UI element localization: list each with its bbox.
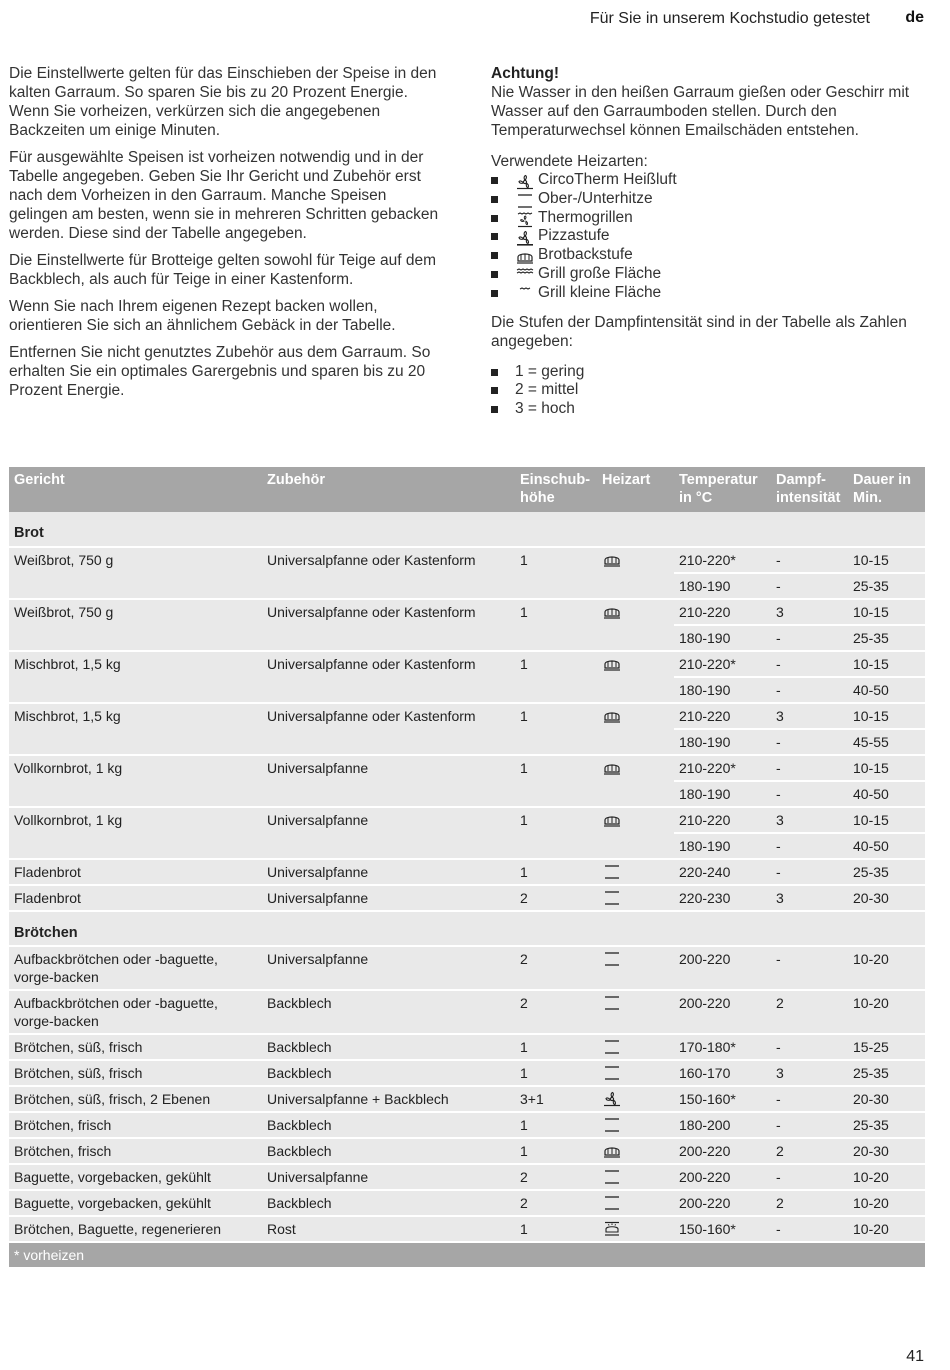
bread-baking-icon bbox=[602, 760, 622, 776]
paragraph-cold-oven: Die Einstellwerte gelten für das Einschieben der Speise in den kalten Garraum. So sparen Sie bis zu 20 Prozent Energie. Wenn Sie vorheizen, verkürzen sich die angegebenen Backzeiten um einige Minuten. bbox=[9, 65, 437, 139]
cell-dish: Mischbrot, 1,5 kg bbox=[9, 651, 262, 703]
bread-baking-icon bbox=[602, 1143, 622, 1159]
col-header-duration: Dauer in Min. bbox=[848, 467, 925, 512]
col-header-steam: Dampf- intensität bbox=[771, 467, 848, 512]
paragraph-own-recipe: Wenn Sie nach Ihrem eigenen Rezept backen wollen, orientieren Sie sich an ähnlichem Gebäck in der Tabelle. bbox=[9, 298, 396, 334]
top-bottom-heat-icon bbox=[602, 951, 622, 967]
bullet-square bbox=[491, 177, 498, 184]
cell-steam: 3 bbox=[771, 807, 848, 833]
cell-temp: 220-230 bbox=[674, 885, 771, 911]
paragraph-bread-dough: Die Einstellwerte für Brotteige gelten sowohl für Teige auf dem Backblech, als auch für Teige in einer Kastenform. bbox=[9, 252, 437, 288]
thermogrill-icon bbox=[515, 212, 535, 228]
steam-level-item bbox=[491, 363, 931, 382]
cell-level: 1 bbox=[515, 1112, 597, 1138]
cell-accessory: Universalpfanne bbox=[262, 946, 515, 990]
top-bottom-heat-icon bbox=[602, 864, 622, 880]
cell-duration: 45-55 bbox=[848, 729, 925, 755]
cell-duration: 25-35 bbox=[848, 1112, 925, 1138]
heat-types-list bbox=[491, 171, 931, 303]
table-header-row bbox=[9, 467, 925, 512]
heat-type-item bbox=[491, 209, 931, 228]
cell-temp: 210-220* bbox=[674, 755, 771, 781]
top-bottom-heat-icon bbox=[602, 1117, 622, 1133]
top-bottom-heat-icon bbox=[602, 1065, 622, 1081]
cell-level: 1 bbox=[515, 807, 597, 859]
cell-steam: - bbox=[771, 1216, 848, 1242]
cell-temp: 170-180* bbox=[674, 1034, 771, 1060]
cell-temp: 220-240 bbox=[674, 859, 771, 885]
cell-level: 3+1 bbox=[515, 1086, 597, 1112]
cell-duration: 10-20 bbox=[848, 990, 925, 1034]
cell-steam: - bbox=[771, 573, 848, 599]
cell-heat bbox=[597, 1034, 674, 1060]
regenerate-icon bbox=[602, 1221, 622, 1237]
cell-level: 2 bbox=[515, 1164, 597, 1190]
cell-level: 1 bbox=[515, 651, 597, 703]
paragraph-remove-accessories: Entfernen Sie nicht genutztes Zubehör aus dem Garraum. So erhalten Sie ein optimales Garergebnis und sparen bis zu 20 Prozent Energie. bbox=[9, 344, 431, 399]
cell-heat bbox=[597, 703, 674, 755]
cell-dish: Baguette, vorgebacken, gekühlt bbox=[9, 1190, 262, 1216]
cell-accessory: Backblech bbox=[262, 990, 515, 1034]
cell-heat bbox=[597, 885, 674, 911]
table-row bbox=[9, 651, 925, 677]
cell-duration: 10-15 bbox=[848, 599, 925, 625]
cell-steam: - bbox=[771, 677, 848, 703]
cell-heat bbox=[597, 1190, 674, 1216]
heat-type-label: Grill kleine Fläche bbox=[538, 283, 662, 301]
col-header-heat: Heizart bbox=[597, 467, 674, 512]
cell-steam: 2 bbox=[771, 990, 848, 1034]
cell-dish: Baguette, vorgebacken, gekühlt bbox=[9, 1164, 262, 1190]
cell-steam: - bbox=[771, 755, 848, 781]
cell-steam: - bbox=[771, 1086, 848, 1112]
cell-accessory: Universalpfanne bbox=[262, 885, 515, 911]
bullet-square bbox=[491, 369, 498, 376]
cell-temp: 180-200 bbox=[674, 1112, 771, 1138]
cell-temp: 180-190 bbox=[674, 729, 771, 755]
cell-accessory: Universalpfanne bbox=[262, 807, 515, 859]
cell-duration: 15-25 bbox=[848, 1034, 925, 1060]
col-header-accessory: Zubehör bbox=[262, 467, 515, 512]
cell-dish: Weißbrot, 750 g bbox=[9, 547, 262, 599]
cell-duration: 20-30 bbox=[848, 885, 925, 911]
cell-dish: Brötchen, süß, frisch bbox=[9, 1034, 262, 1060]
cell-steam: - bbox=[771, 1164, 848, 1190]
cell-temp: 210-220 bbox=[674, 599, 771, 625]
cell-steam: - bbox=[771, 946, 848, 990]
heat-type-label: Brotbackstufe bbox=[538, 246, 633, 264]
cell-dish: Brötchen, süß, frisch bbox=[9, 1060, 262, 1086]
table-row bbox=[9, 885, 925, 911]
cell-accessory: Universalpfanne + Backblech bbox=[262, 1086, 515, 1112]
cell-duration: 10-20 bbox=[848, 1216, 925, 1242]
heat-type-item bbox=[491, 284, 931, 303]
cell-dish: Mischbrot, 1,5 kg bbox=[9, 703, 262, 755]
cell-duration: 25-35 bbox=[848, 573, 925, 599]
cell-accessory: Backblech bbox=[262, 1112, 515, 1138]
cell-heat bbox=[597, 651, 674, 703]
cell-temp: 150-160* bbox=[674, 1216, 771, 1242]
top-bottom-heat-icon bbox=[602, 995, 622, 1011]
table-row bbox=[9, 1138, 925, 1164]
cell-steam: 3 bbox=[771, 703, 848, 729]
cell-steam: - bbox=[771, 1112, 848, 1138]
bread-baking-icon bbox=[602, 604, 622, 620]
table-row bbox=[9, 990, 925, 1034]
cell-duration: 10-15 bbox=[848, 807, 925, 833]
baking-table bbox=[9, 467, 925, 1269]
cell-dish: Brötchen, süß, frisch, 2 Ebenen bbox=[9, 1086, 262, 1112]
cell-duration: 10-20 bbox=[848, 1190, 925, 1216]
bullet-square bbox=[491, 387, 498, 394]
heat-type-item bbox=[491, 171, 931, 190]
top-bottom-heat-icon bbox=[602, 890, 622, 906]
warning-heading: Achtung! bbox=[491, 65, 560, 82]
bullet-square bbox=[491, 290, 498, 297]
cell-duration: 10-15 bbox=[848, 755, 925, 781]
cell-steam: 3 bbox=[771, 599, 848, 625]
top-bottom-heat-icon bbox=[602, 1195, 622, 1211]
intro-column bbox=[9, 64, 449, 408]
cell-heat bbox=[597, 1138, 674, 1164]
bread-baking-icon bbox=[602, 812, 622, 828]
table-row bbox=[9, 703, 925, 729]
footnote-row bbox=[9, 1242, 925, 1268]
cell-heat bbox=[597, 1164, 674, 1190]
steam-level-item bbox=[491, 381, 931, 400]
cell-accessory: Backblech bbox=[262, 1138, 515, 1164]
cell-steam: 3 bbox=[771, 885, 848, 911]
cell-accessory: Rost bbox=[262, 1216, 515, 1242]
steam-level-item bbox=[491, 400, 931, 419]
cell-steam: - bbox=[771, 729, 848, 755]
cell-heat bbox=[597, 547, 674, 599]
section-row bbox=[9, 512, 925, 547]
cell-dish: Brötchen, frisch bbox=[9, 1138, 262, 1164]
cell-heat bbox=[597, 990, 674, 1034]
cell-heat bbox=[597, 859, 674, 885]
cell-heat bbox=[597, 599, 674, 651]
cell-dish: Fladenbrot bbox=[9, 859, 262, 885]
cell-duration: 10-15 bbox=[848, 703, 925, 729]
table-row bbox=[9, 1164, 925, 1190]
heat-type-item bbox=[491, 227, 931, 246]
cell-temp: 210-220* bbox=[674, 547, 771, 573]
bullet-square bbox=[491, 271, 498, 278]
cell-steam: - bbox=[771, 651, 848, 677]
grill-small-icon bbox=[515, 287, 535, 303]
cell-level: 1 bbox=[515, 1034, 597, 1060]
footnote: * vorheizen bbox=[9, 1242, 925, 1268]
table-row bbox=[9, 1034, 925, 1060]
cell-accessory: Backblech bbox=[262, 1190, 515, 1216]
cell-duration: 10-15 bbox=[848, 547, 925, 573]
cell-dish: Weißbrot, 750 g bbox=[9, 599, 262, 651]
heat-type-label: Thermogrillen bbox=[538, 208, 633, 226]
cell-temp: 210-220 bbox=[674, 807, 771, 833]
cell-accessory: Universalpfanne bbox=[262, 1164, 515, 1190]
cell-level: 1 bbox=[515, 859, 597, 885]
cell-duration: 25-35 bbox=[848, 1060, 925, 1086]
cell-duration: 20-30 bbox=[848, 1138, 925, 1164]
cell-accessory: Backblech bbox=[262, 1060, 515, 1086]
cell-duration: 40-50 bbox=[848, 833, 925, 859]
cell-heat bbox=[597, 1060, 674, 1086]
cell-temp: 180-190 bbox=[674, 781, 771, 807]
table-row bbox=[9, 599, 925, 625]
cell-temp: 180-190 bbox=[674, 573, 771, 599]
col-header-temp: Temperatur in °C bbox=[674, 467, 771, 512]
bullet-square bbox=[491, 252, 498, 259]
steam-levels-list bbox=[491, 363, 931, 419]
bread-baking-icon bbox=[602, 656, 622, 672]
cell-temp: 160-170 bbox=[674, 1060, 771, 1086]
cell-temp: 210-220* bbox=[674, 651, 771, 677]
cell-temp: 210-220 bbox=[674, 703, 771, 729]
steam-intro: Die Stufen der Dampfintensität sind in der Tabelle als Zahlen angegeben: bbox=[491, 313, 907, 350]
bullet-square bbox=[491, 406, 498, 413]
cell-level: 2 bbox=[515, 946, 597, 990]
cell-heat bbox=[597, 1086, 674, 1112]
cell-temp: 200-220 bbox=[674, 1190, 771, 1216]
top-bottom-heat-icon bbox=[602, 1169, 622, 1185]
pizza-setting-icon bbox=[515, 230, 535, 246]
heat-type-item bbox=[491, 265, 931, 284]
bullet-square bbox=[491, 215, 498, 222]
cell-dish: Brötchen, Baguette, regenerieren bbox=[9, 1216, 262, 1242]
cell-accessory: Universalpfanne bbox=[262, 755, 515, 807]
cell-temp: 180-190 bbox=[674, 833, 771, 859]
cell-duration: 10-20 bbox=[848, 946, 925, 990]
cell-accessory: Universalpfanne oder Kastenform bbox=[262, 547, 515, 599]
warning-text: Nie Wasser in den heißen Garraum gießen oder Geschirr mit Wasser auf den Garraumboden stellen. Durch den Temperaturwechsel können Emailschäden entstehen. bbox=[491, 84, 910, 139]
cell-accessory: Universalpfanne oder Kastenform bbox=[262, 651, 515, 703]
cell-steam: - bbox=[771, 781, 848, 807]
bread-baking-icon bbox=[515, 249, 535, 265]
cell-heat bbox=[597, 1112, 674, 1138]
cell-steam: - bbox=[771, 625, 848, 651]
cell-temp: 200-220 bbox=[674, 1164, 771, 1190]
cell-steam: - bbox=[771, 833, 848, 859]
cell-duration: 40-50 bbox=[848, 781, 925, 807]
steam-level-label: 2 = mittel bbox=[515, 381, 579, 399]
heat-types-intro: Verwendete Heizarten: bbox=[491, 153, 648, 170]
table-row bbox=[9, 1060, 925, 1086]
cell-level: 2 bbox=[515, 1190, 597, 1216]
table-row bbox=[9, 1112, 925, 1138]
language-code: de bbox=[905, 9, 924, 26]
cell-duration: 40-50 bbox=[848, 677, 925, 703]
cell-steam: 3 bbox=[771, 1060, 848, 1086]
circotherm-icon bbox=[515, 174, 535, 190]
table-row bbox=[9, 1190, 925, 1216]
heat-type-label: Pizzastufe bbox=[538, 227, 610, 245]
cell-level: 1 bbox=[515, 1138, 597, 1164]
heat-type-label: Grill große Fläche bbox=[538, 264, 662, 282]
cell-accessory: Universalpfanne oder Kastenform bbox=[262, 703, 515, 755]
section-title: Brot bbox=[9, 512, 925, 547]
heat-type-label: Ober-/Unterhitze bbox=[538, 189, 653, 207]
cell-steam: - bbox=[771, 859, 848, 885]
cell-duration: 25-35 bbox=[848, 859, 925, 885]
grill-large-icon bbox=[515, 268, 535, 284]
cell-heat bbox=[597, 1216, 674, 1242]
cell-steam: - bbox=[771, 547, 848, 573]
info-column bbox=[491, 64, 931, 429]
table-row bbox=[9, 946, 925, 990]
table-row bbox=[9, 755, 925, 781]
cell-temp: 180-190 bbox=[674, 625, 771, 651]
cell-level: 1 bbox=[515, 755, 597, 807]
bullet-square bbox=[491, 233, 498, 240]
cell-accessory: Universalpfanne bbox=[262, 859, 515, 885]
cell-level: 1 bbox=[515, 547, 597, 599]
col-header-dish: Gericht bbox=[9, 467, 262, 512]
heat-type-item bbox=[491, 246, 931, 265]
cell-level: 2 bbox=[515, 885, 597, 911]
table-row bbox=[9, 1086, 925, 1112]
top-bottom-heat-icon bbox=[602, 1039, 622, 1055]
bullet-square bbox=[491, 196, 498, 203]
cell-temp: 180-190 bbox=[674, 677, 771, 703]
cell-level: 1 bbox=[515, 703, 597, 755]
bread-baking-icon bbox=[602, 552, 622, 568]
cell-dish: Vollkornbrot, 1 kg bbox=[9, 755, 262, 807]
heat-type-item bbox=[491, 190, 931, 209]
cell-level: 2 bbox=[515, 990, 597, 1034]
cell-temp: 150-160* bbox=[674, 1086, 771, 1112]
page-header bbox=[0, 10, 950, 32]
table-row bbox=[9, 547, 925, 573]
cell-temp: 200-220 bbox=[674, 946, 771, 990]
cell-accessory: Backblech bbox=[262, 1034, 515, 1060]
cell-heat bbox=[597, 807, 674, 859]
steam-level-label: 1 = gering bbox=[515, 362, 585, 380]
cell-heat bbox=[597, 755, 674, 807]
cell-level: 1 bbox=[515, 599, 597, 651]
cell-level: 1 bbox=[515, 1060, 597, 1086]
table-row bbox=[9, 807, 925, 833]
section-title: Brötchen bbox=[9, 911, 925, 946]
table-row bbox=[9, 859, 925, 885]
col-header-level: Einschub- höhe bbox=[515, 467, 597, 512]
cell-level: 1 bbox=[515, 1216, 597, 1242]
cell-dish: Vollkornbrot, 1 kg bbox=[9, 807, 262, 859]
cell-duration: 25-35 bbox=[848, 625, 925, 651]
paragraph-preheat: Für ausgewählte Speisen ist vorheizen notwendig und in der Tabelle angegeben. Geben Sie Ihr Gericht und Zubehör erst nach dem Vorheizen in den Garraum. Manche Speisen gelingen am besten, wenn sie in mehreren Schritten gebacken werden. Diese sind der Tabelle angegeben. bbox=[9, 149, 439, 242]
steam-level-label: 3 = hoch bbox=[515, 400, 575, 418]
table-row bbox=[9, 1216, 925, 1242]
cell-dish: Fladenbrot bbox=[9, 885, 262, 911]
cell-duration: 20-30 bbox=[848, 1086, 925, 1112]
cell-duration: 10-15 bbox=[848, 651, 925, 677]
header-title: Für Sie in unserem Kochstudio getestet bbox=[589, 10, 870, 27]
bread-baking-icon bbox=[602, 708, 622, 724]
cell-dish: Aufbackbrötchen oder -baguette, vorge-backen bbox=[9, 990, 262, 1034]
section-row bbox=[9, 911, 925, 946]
cell-accessory: Universalpfanne oder Kastenform bbox=[262, 599, 515, 651]
top-bottom-heat-icon bbox=[515, 193, 535, 209]
cell-steam: 2 bbox=[771, 1190, 848, 1216]
circotherm-icon bbox=[602, 1091, 622, 1107]
heat-type-label: CircoTherm Heißluft bbox=[538, 171, 677, 188]
cell-heat bbox=[597, 946, 674, 990]
cell-steam: 2 bbox=[771, 1138, 848, 1164]
page-number: 41 bbox=[906, 1348, 924, 1365]
cell-dish: Aufbackbrötchen oder -baguette, vorge-backen bbox=[9, 946, 262, 990]
cell-temp: 200-220 bbox=[674, 1138, 771, 1164]
cell-steam: - bbox=[771, 1034, 848, 1060]
cell-dish: Brötchen, frisch bbox=[9, 1112, 262, 1138]
cell-duration: 10-20 bbox=[848, 1164, 925, 1190]
cell-temp: 200-220 bbox=[674, 990, 771, 1034]
